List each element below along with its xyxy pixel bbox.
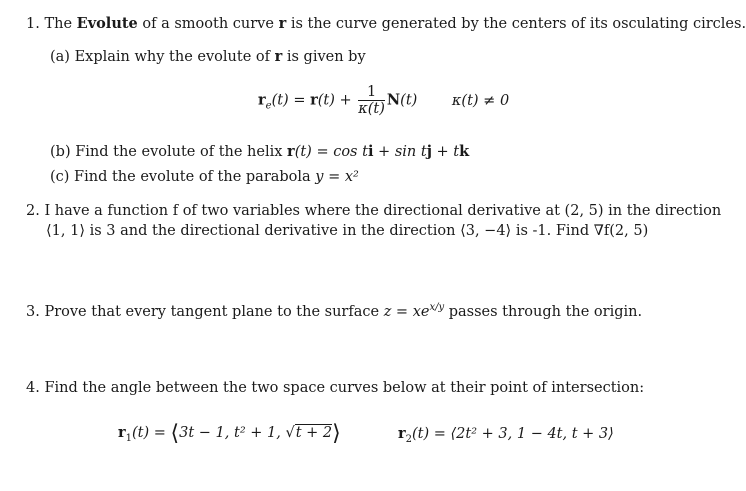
q3-line bbox=[26, 298, 642, 322]
eq-sub-e: e bbox=[265, 100, 272, 112]
q1b-label: (b) bbox=[50, 144, 71, 160]
r1-sqrt-body: t + 2 bbox=[295, 425, 333, 441]
r2-body: (t) = ⟨2t² + 3, 1 − 4t, t + 3⟩ bbox=[412, 426, 614, 442]
q1-r-symbol: r bbox=[278, 15, 287, 32]
eq-numerator: 1 bbox=[358, 84, 385, 101]
q1a-text: Explain why the evolute of bbox=[74, 49, 270, 65]
q4-number: 4. bbox=[26, 380, 40, 396]
q1b-end: + t bbox=[431, 144, 460, 160]
q1a-label: (a) bbox=[50, 49, 70, 65]
q1b-k: k bbox=[459, 143, 470, 160]
eq-r: r bbox=[258, 91, 266, 109]
q4-text: Find the angle between the two space curves below at their point of intersection: bbox=[44, 380, 645, 396]
eq-condition: κ(t) ≠ 0 bbox=[451, 92, 510, 109]
eq-r2: r bbox=[310, 91, 318, 109]
q2-text-2: ⟨1, 1⟩ is 3 and the directional derivative in the direction ⟨3, −4⟩ is -1. Find ∇f(2, 5) bbox=[46, 223, 649, 239]
q1-evolute-term: Evolute bbox=[76, 15, 138, 32]
eq-N: N bbox=[386, 91, 401, 109]
q1c-expr: y = x² bbox=[315, 169, 359, 185]
q1b-j: j bbox=[426, 143, 432, 160]
q1-intro bbox=[26, 14, 746, 34]
q1-intro-text-2: of a smooth curve bbox=[142, 16, 274, 32]
q3-number: 3. bbox=[26, 303, 40, 320]
r1-t: (t) = bbox=[132, 425, 166, 441]
q1c-line bbox=[50, 167, 359, 187]
q1b-expr: (t) = cos t bbox=[294, 144, 368, 160]
q1-intro-text-3: is the curve generated by the centers of its osculating circles. bbox=[290, 16, 746, 32]
q1b-text: Find the evolute of the helix bbox=[75, 144, 283, 160]
q1c-label: (c) bbox=[50, 169, 70, 185]
eq-denominator: κ(t) bbox=[358, 101, 385, 117]
q3-end: passes through the origin. bbox=[448, 303, 643, 320]
q2-text-1: I have a function f of two variables where the directional derivative at (2, 5) in the direction bbox=[44, 203, 722, 219]
r1-sub: 1 bbox=[125, 432, 133, 444]
q3-text: Prove that every tangent plane to the surface bbox=[44, 303, 380, 320]
evolute-equation bbox=[258, 84, 509, 117]
q1-intro-text: The bbox=[44, 16, 73, 32]
q1b-line bbox=[50, 142, 469, 162]
curve-r2-equation bbox=[398, 425, 614, 445]
q1b-r: r bbox=[287, 143, 295, 160]
q1a-r-symbol: r bbox=[274, 48, 283, 65]
eq-t: (t) = bbox=[271, 92, 311, 109]
q2-line2 bbox=[46, 221, 648, 241]
q1c-text: Find the evolute of the parabola bbox=[74, 169, 311, 185]
q1-number: 1. bbox=[26, 16, 40, 32]
r1-body: 3t − 1, t² + 1, bbox=[179, 425, 281, 441]
curve-r1-equation bbox=[118, 421, 341, 446]
eq-fraction bbox=[358, 84, 385, 117]
q2-line1 bbox=[26, 201, 721, 221]
r2-sub: 2 bbox=[405, 433, 413, 445]
q1b-i: i bbox=[367, 143, 374, 160]
q1b-mid: + sin t bbox=[373, 144, 427, 160]
q3-expr: z = xe bbox=[383, 303, 430, 320]
r1-r: r bbox=[118, 424, 126, 441]
q3-exponent: x/y bbox=[429, 302, 445, 313]
q1a-line bbox=[50, 47, 366, 67]
q2-number: 2. bbox=[26, 203, 40, 219]
q1a-text-2: is given by bbox=[286, 49, 366, 65]
r2-r: r bbox=[398, 425, 406, 442]
eq-t2: (t) + bbox=[317, 92, 352, 109]
q4-line bbox=[26, 378, 644, 398]
r1-sqrt-symbol: √ bbox=[285, 425, 295, 441]
eq-t3: (t) bbox=[400, 92, 418, 109]
r1-open-bracket: ⟨ bbox=[170, 421, 180, 446]
r1-close-bracket: ⟩ bbox=[332, 421, 341, 446]
